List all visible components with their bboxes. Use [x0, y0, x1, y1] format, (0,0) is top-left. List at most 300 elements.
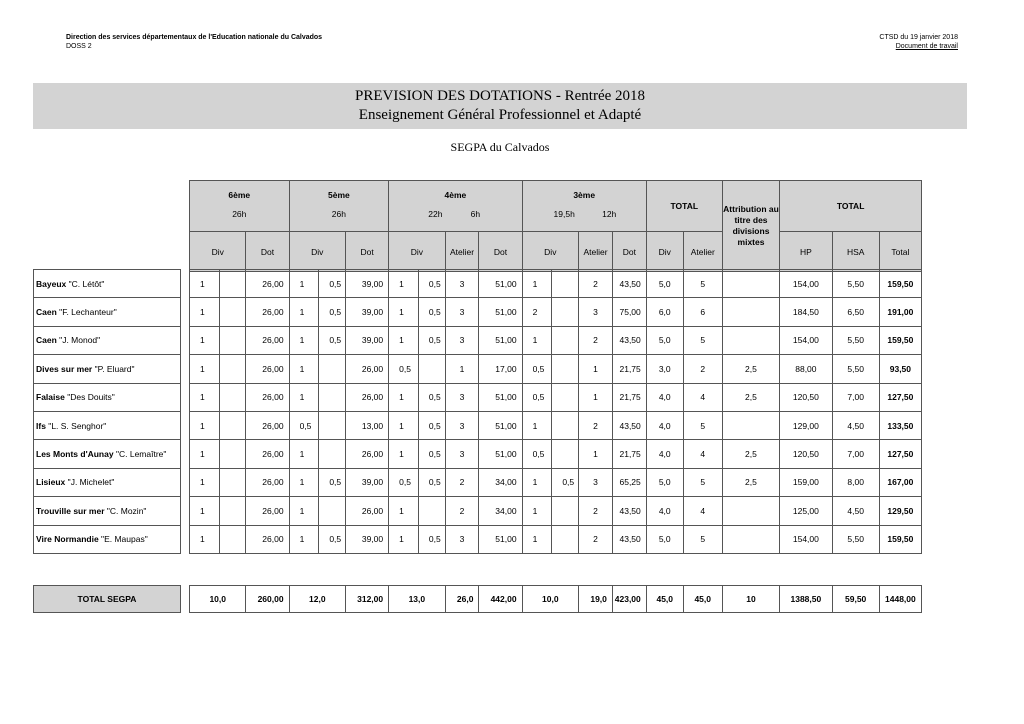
table-cell: 2	[579, 497, 613, 525]
school-label: "C. Lemaître"	[115, 449, 167, 460]
table-cell: 129,00	[780, 411, 832, 439]
header-div: Div	[389, 232, 445, 272]
table-cell	[319, 497, 346, 525]
page-subtitle: Enseignement Général Professionnel et Adapté	[358, 107, 642, 123]
table-cell: 184,50	[780, 298, 832, 326]
header-5eme-hours: 26h	[331, 209, 346, 219]
table-cell: 4,0	[646, 411, 683, 439]
table-cell	[722, 525, 779, 553]
total-label-cell	[33, 585, 181, 613]
table-cell: 1	[289, 355, 319, 383]
table-cell: 3	[445, 326, 479, 354]
table-cell: 1	[190, 497, 220, 525]
table-cell: 1	[389, 497, 419, 525]
table-cell: 39,00	[346, 525, 389, 553]
table-cell	[219, 411, 246, 439]
table-cell: 5,50	[832, 270, 879, 298]
school-row	[34, 326, 181, 354]
issuer-name: Direction des services départementaux de l'Education nationale du Calvados	[66, 34, 323, 41]
school-row	[34, 525, 181, 553]
school-row	[34, 411, 181, 439]
table-cell: 0,5	[418, 468, 445, 496]
school-name	[34, 411, 181, 439]
table-cell: 2	[445, 468, 479, 496]
table-cell: 0,5	[418, 411, 445, 439]
table-cell: 43,50	[612, 326, 646, 354]
header-6eme-label: 6ème	[228, 190, 251, 200]
table-cell: 5	[683, 270, 722, 298]
table-cell: 21,75	[612, 355, 646, 383]
school-label: "C. Mozin"	[106, 505, 147, 516]
header-dot: Dot	[612, 232, 646, 272]
table-cell: 1	[389, 411, 419, 439]
school-name	[34, 298, 181, 326]
table-cell: 0,5	[319, 525, 346, 553]
table-cell: 0,5	[418, 298, 445, 326]
table-cell: 21,75	[612, 383, 646, 411]
header-atelier: Atelier	[445, 232, 479, 272]
header-4eme-hours-atelier: 6h	[470, 209, 481, 219]
table-cell: 1	[190, 355, 220, 383]
header-6eme	[190, 181, 290, 232]
table-cell: 167,00	[879, 468, 921, 496]
school-city: Dives sur mer	[36, 363, 93, 374]
table-cell: 51,00	[479, 326, 522, 354]
table-cell: 2,5	[722, 468, 779, 496]
table-cell: 26,00	[246, 355, 289, 383]
table-cell	[219, 355, 246, 383]
table-cell	[319, 411, 346, 439]
table-cell	[552, 411, 579, 439]
table-cell: 3	[579, 298, 613, 326]
school-city: Caen	[36, 307, 57, 318]
table-cell: 1	[522, 411, 552, 439]
table-cell: 1	[389, 270, 419, 298]
header-4eme	[389, 181, 522, 232]
table-cell: 8,00	[832, 468, 879, 496]
total-cell: 10,0	[190, 586, 246, 613]
school-name	[34, 497, 181, 525]
table-cell	[319, 383, 346, 411]
table-cell	[552, 270, 579, 298]
table-cell: 6,0	[646, 298, 683, 326]
header-attribution: Attribution au titre des divisions mixtes	[722, 181, 779, 272]
table-cell	[552, 326, 579, 354]
total-cell: 260,00	[246, 586, 289, 613]
table-cell: 26,00	[246, 440, 289, 468]
table-cell: 6,50	[832, 298, 879, 326]
table-cell: 1	[389, 383, 419, 411]
table-cell	[552, 383, 579, 411]
school-names	[33, 269, 181, 554]
header-div: Div	[190, 232, 246, 272]
table-cell: 129,50	[879, 497, 921, 525]
table-cell: 0,5	[389, 468, 419, 496]
table-cell: 26,00	[246, 497, 289, 525]
table-cell: 51,00	[479, 411, 522, 439]
table-cell	[552, 440, 579, 468]
school-row	[34, 468, 181, 496]
table-cell: 0,5	[522, 383, 552, 411]
table-cell: 1	[289, 326, 319, 354]
table-cell: 1	[389, 326, 419, 354]
header-dot: Dot	[346, 232, 389, 272]
table-cell: 1	[190, 525, 220, 553]
table-cell: 5	[683, 525, 722, 553]
table-cell: 26,00	[346, 383, 389, 411]
table-cell: 51,00	[479, 440, 522, 468]
table-cell	[722, 497, 779, 525]
header-total-divisions: TOTAL	[646, 181, 722, 232]
table-cell: 2	[579, 270, 613, 298]
table-cell: 154,00	[780, 326, 832, 354]
total-row	[189, 585, 922, 613]
school-row	[34, 383, 181, 411]
table-cell: 1	[389, 440, 419, 468]
total-cell: 1388,50	[780, 586, 832, 613]
table-cell: 0,5	[522, 355, 552, 383]
table-cell: 1	[522, 270, 552, 298]
table-row	[190, 440, 922, 468]
table-cell: 0,5	[319, 298, 346, 326]
header-5eme-label: 5ème	[327, 190, 350, 200]
total-cell: 442,00	[479, 586, 522, 613]
table-cell: 26,00	[246, 411, 289, 439]
table-cell: 26,00	[246, 383, 289, 411]
total-cell: 13,0	[389, 586, 445, 613]
table-cell: 1	[289, 270, 319, 298]
table-cell: 5,50	[832, 525, 879, 553]
table-cell	[722, 411, 779, 439]
header-3eme-label: 3ème	[573, 190, 596, 200]
page-title: PREVISION DES DOTATIONS - Rentrée 2018	[354, 88, 646, 104]
table-cell: 39,00	[346, 326, 389, 354]
table-cell: 1	[579, 355, 613, 383]
table-cell: 4,0	[646, 440, 683, 468]
table-cell	[219, 383, 246, 411]
header-total-atelier: Atelier	[683, 232, 722, 272]
table-cell: 5	[683, 326, 722, 354]
table-cell: 51,00	[479, 270, 522, 298]
table-cell: 0,5	[418, 383, 445, 411]
table-cell: 1	[289, 298, 319, 326]
table-cell: 191,00	[879, 298, 921, 326]
school-row	[34, 440, 181, 468]
table-cell: 3	[445, 525, 479, 553]
table-cell	[552, 497, 579, 525]
table-cell: 43,50	[612, 525, 646, 553]
school-city: Lisieux	[36, 477, 66, 488]
table-cell: 51,00	[479, 525, 522, 553]
table-cell	[552, 525, 579, 553]
table-cell: 0,5	[319, 326, 346, 354]
school-city: Falaise	[36, 392, 65, 403]
section-title: SEGPA du Calvados	[450, 140, 550, 154]
total-label: TOTAL SEGPA	[34, 586, 181, 613]
table-cell	[722, 270, 779, 298]
school-row	[34, 497, 181, 525]
table-cell: 75,00	[612, 298, 646, 326]
table-cell	[219, 497, 246, 525]
table-cell: 1	[389, 298, 419, 326]
document-status: Document de travail	[895, 43, 958, 50]
school-name	[34, 355, 181, 383]
header-dot: Dot	[479, 232, 522, 272]
table-cell: 1	[289, 525, 319, 553]
document-header-left	[66, 33, 322, 51]
table-cell: 39,00	[346, 270, 389, 298]
table-cell	[552, 355, 579, 383]
table-cell	[418, 497, 445, 525]
table-header	[189, 180, 922, 272]
table-cell: 5,0	[646, 468, 683, 496]
table-cell: 2	[579, 525, 613, 553]
table-cell: 2	[522, 298, 552, 326]
school-city: Bayeux	[36, 278, 67, 289]
table-cell: 26,00	[346, 440, 389, 468]
table-cell: 51,00	[479, 298, 522, 326]
table-cell: 1	[190, 270, 220, 298]
table-cell: 26,00	[246, 525, 289, 553]
table-cell: 93,50	[879, 355, 921, 383]
table-cell: 1	[522, 326, 552, 354]
table-cell: 2,5	[722, 383, 779, 411]
school-row	[34, 270, 181, 298]
header-3eme	[522, 181, 646, 232]
table-cell: 4	[683, 383, 722, 411]
table-cell: 4	[683, 497, 722, 525]
table-cell	[219, 326, 246, 354]
table-cell: 1	[289, 440, 319, 468]
total-cell: 12,0	[289, 586, 345, 613]
table-cell: 0,5	[418, 270, 445, 298]
school-label: "Des Douits"	[67, 392, 115, 403]
total-cell: 10	[722, 586, 779, 613]
table-cell: 39,00	[346, 298, 389, 326]
table-cell: 3	[445, 298, 479, 326]
school-city: Vire Normandie	[36, 534, 99, 545]
table-row	[190, 497, 922, 525]
table-cell: 88,00	[780, 355, 832, 383]
table-cell: 1	[190, 468, 220, 496]
header-6eme-hours: 26h	[232, 209, 247, 219]
table-cell: 3	[579, 468, 613, 496]
table-row	[190, 298, 922, 326]
table-cell: 5	[683, 411, 722, 439]
table-cell	[722, 326, 779, 354]
header-3eme-hours-atelier: 12h	[602, 209, 617, 219]
school-label: "C. Létôt"	[68, 278, 105, 289]
total-cell: 59,50	[832, 586, 879, 613]
table-cell: 26,00	[346, 355, 389, 383]
table-cell: 2	[579, 411, 613, 439]
table-cell: 2,5	[722, 355, 779, 383]
table-row	[190, 383, 922, 411]
dotations-table	[189, 269, 922, 554]
table-cell: 1	[445, 355, 479, 383]
table-cell: 120,50	[780, 383, 832, 411]
table-cell: 43,50	[612, 497, 646, 525]
table-cell: 1	[579, 440, 613, 468]
table-cell: 4	[683, 440, 722, 468]
school-label: "J. Michelet"	[67, 477, 115, 488]
table-cell: 43,50	[612, 270, 646, 298]
table-cell: 159,00	[780, 468, 832, 496]
header-total-div: Div	[646, 232, 683, 272]
school-label: "J. Monod"	[59, 335, 101, 346]
table-cell: 1	[522, 525, 552, 553]
header-4eme-hours-div: 22h	[428, 209, 443, 219]
table-cell: 0,5	[389, 355, 419, 383]
table-cell: 1	[522, 497, 552, 525]
table-cell: 51,00	[479, 383, 522, 411]
table-cell: 17,00	[479, 355, 522, 383]
header-div: Div	[289, 232, 345, 272]
school-name	[34, 326, 181, 354]
table-row	[190, 270, 922, 298]
header-3eme-hours-div: 19,5h	[553, 209, 575, 219]
table-cell: 2	[445, 497, 479, 525]
table-cell	[219, 270, 246, 298]
header-hsa: HSA	[832, 232, 879, 272]
table-cell: 1	[190, 383, 220, 411]
table-row	[190, 355, 922, 383]
table-cell: 133,50	[879, 411, 921, 439]
table-cell: 1	[190, 440, 220, 468]
table-cell: 0,5	[418, 525, 445, 553]
table-cell: 4,0	[646, 383, 683, 411]
table-cell: 0,5	[319, 270, 346, 298]
table-cell: 2	[579, 326, 613, 354]
table-cell: 2	[683, 355, 722, 383]
school-city: Trouville sur mer	[36, 505, 105, 516]
table-cell: 5,0	[646, 326, 683, 354]
table-cell: 7,00	[832, 440, 879, 468]
table-cell: 1	[522, 468, 552, 496]
school-city: Caen	[36, 335, 57, 346]
table-cell: 1	[190, 298, 220, 326]
header-total: Total	[879, 232, 921, 272]
school-city: Les Monts d'Aunay	[36, 449, 114, 460]
table-cell	[319, 440, 346, 468]
table-cell: 21,75	[612, 440, 646, 468]
table-cell: 1	[289, 497, 319, 525]
table-row	[190, 468, 922, 496]
table-cell: 159,50	[879, 525, 921, 553]
table-cell	[219, 440, 246, 468]
school-label: "E. Maupas"	[101, 534, 148, 545]
table-cell: 7,00	[832, 383, 879, 411]
table-cell: 125,00	[780, 497, 832, 525]
table-cell: 4,50	[832, 411, 879, 439]
school-label: "F. Lechanteur"	[59, 307, 117, 318]
table-row	[190, 525, 922, 553]
table-cell: 13,00	[346, 411, 389, 439]
table-cell: 127,50	[879, 440, 921, 468]
header-dot: Dot	[246, 232, 289, 272]
table-cell: 1	[289, 383, 319, 411]
table-cell: 0,5	[522, 440, 552, 468]
header-total-hours: TOTAL	[780, 181, 922, 232]
table-cell: 26,00	[346, 497, 389, 525]
table-row	[190, 326, 922, 354]
school-row	[34, 298, 181, 326]
total-cell: 423,00	[612, 586, 646, 613]
table-cell: 34,00	[479, 468, 522, 496]
header-hp: HP	[780, 232, 832, 272]
table-cell	[552, 298, 579, 326]
table-cell: 26,00	[246, 270, 289, 298]
school-name	[34, 468, 181, 496]
table-cell: 3	[445, 440, 479, 468]
table-cell: 4,50	[832, 497, 879, 525]
table-cell	[722, 298, 779, 326]
school-label: "L. S. Senghor"	[48, 420, 107, 431]
school-name	[34, 270, 181, 298]
table-cell: 1	[190, 411, 220, 439]
school-name	[34, 525, 181, 553]
table-cell: 2,5	[722, 440, 779, 468]
table-cell: 5	[683, 468, 722, 496]
table-cell	[219, 298, 246, 326]
total-cell: 1448,00	[879, 586, 921, 613]
table-cell: 26,00	[246, 468, 289, 496]
school-name	[34, 440, 181, 468]
table-cell: 154,00	[780, 270, 832, 298]
total-cell: 45,0	[683, 586, 722, 613]
table-cell: 3,0	[646, 355, 683, 383]
total-cell: 312,00	[346, 586, 389, 613]
total-cell: 10,0	[522, 586, 578, 613]
total-cell: 19,0	[579, 586, 613, 613]
table-cell: 3	[445, 383, 479, 411]
school-name	[34, 383, 181, 411]
table-cell: 5,0	[646, 525, 683, 553]
header-4eme-label: 4ème	[444, 190, 467, 200]
table-row	[190, 411, 922, 439]
table-cell: 1	[579, 383, 613, 411]
document-header-right	[879, 33, 958, 51]
school-row	[34, 355, 181, 383]
table-cell: 0,5	[418, 326, 445, 354]
table-cell: 1	[289, 468, 319, 496]
table-cell: 34,00	[479, 497, 522, 525]
document-reference: DOSS 2	[66, 43, 92, 50]
table-cell: 26,00	[246, 326, 289, 354]
table-cell: 3	[445, 411, 479, 439]
table-cell: 0,5	[418, 440, 445, 468]
header-div: Div	[522, 232, 578, 272]
table-cell	[219, 525, 246, 553]
table-cell: 39,00	[346, 468, 389, 496]
table-cell: 1	[389, 525, 419, 553]
table-cell	[219, 468, 246, 496]
table-cell: 0,5	[552, 468, 579, 496]
table-cell: 5,50	[832, 355, 879, 383]
total-cell: 45,0	[646, 586, 683, 613]
table-cell: 0,5	[289, 411, 319, 439]
table-cell: 65,25	[612, 468, 646, 496]
table-cell: 26,00	[246, 298, 289, 326]
table-cell: 5,0	[646, 270, 683, 298]
table-cell: 159,50	[879, 326, 921, 354]
table-cell: 4,0	[646, 497, 683, 525]
table-cell: 159,50	[879, 270, 921, 298]
table-cell: 3	[445, 270, 479, 298]
table-cell: 6	[683, 298, 722, 326]
header-5eme	[289, 181, 389, 232]
meeting-date: CTSD du 19 janvier 2018	[879, 34, 958, 41]
